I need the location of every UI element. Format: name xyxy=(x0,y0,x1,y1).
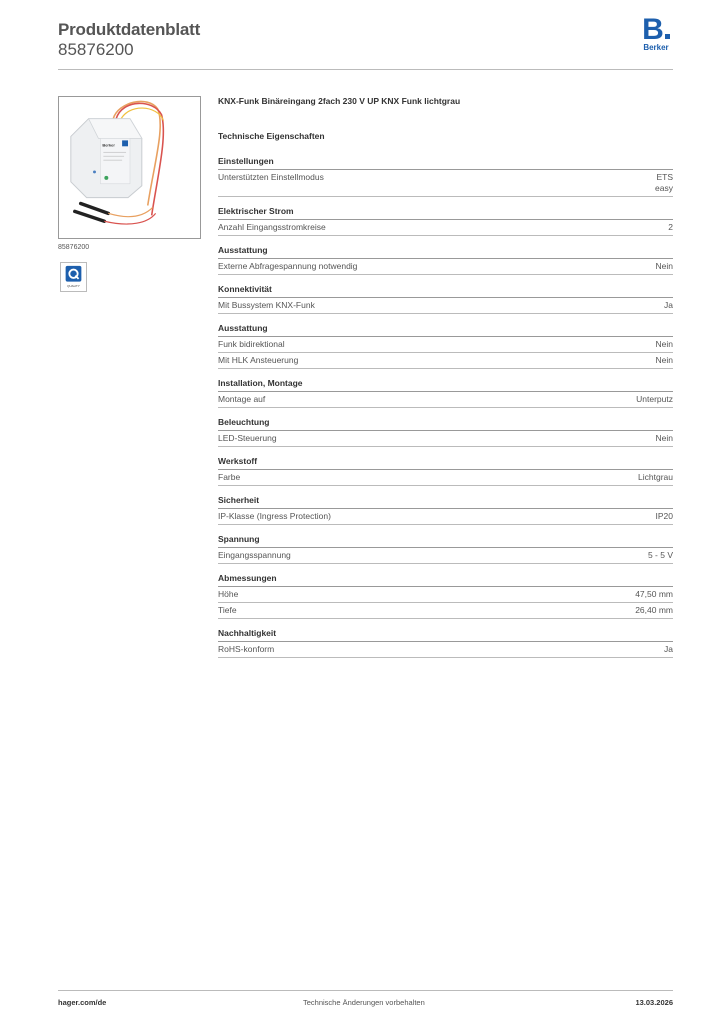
spec-label: Eingangsspannung xyxy=(218,550,291,560)
image-caption: 85876200 xyxy=(58,244,90,251)
spec-label: LED-Steuerung xyxy=(218,433,277,443)
spec-group xyxy=(218,417,673,447)
spec-label: RoHS-konform xyxy=(218,644,275,654)
specification-content xyxy=(218,95,673,667)
logo-wordmark: Berker xyxy=(643,43,669,52)
svg-text:QUALITY: QUALITY xyxy=(67,284,80,289)
spec-value: IP20 xyxy=(655,511,673,521)
spec-group-title: Ausstattung xyxy=(218,245,673,259)
spec-row xyxy=(218,431,673,447)
page-title: Produktdatenblatt xyxy=(58,20,201,39)
spec-label: Externe Abfragespannung notwendig xyxy=(218,261,358,271)
product-image xyxy=(58,96,201,239)
spec-group xyxy=(218,206,673,236)
footer-divider xyxy=(58,990,673,991)
spec-label: Höhe xyxy=(218,589,239,599)
svg-text:Berker: Berker xyxy=(102,142,115,148)
quality-badge xyxy=(60,262,87,292)
spec-group xyxy=(218,323,673,369)
spec-row xyxy=(218,548,673,564)
spec-row xyxy=(218,337,673,353)
spec-group xyxy=(218,284,673,314)
spec-value: 5 - 5 V xyxy=(647,550,673,560)
spec-group-title: Konnektivität xyxy=(218,284,673,298)
spec-group xyxy=(218,573,673,619)
spec-value: Lichtgrau xyxy=(638,472,673,482)
spec-value: Unterputz xyxy=(636,394,673,404)
spec-value: Nein xyxy=(655,339,673,349)
spec-groups xyxy=(218,156,673,658)
spec-value: 26,40 mm xyxy=(635,605,673,615)
article-number: 85876200 xyxy=(58,40,134,59)
spec-group-title: Beleuchtung xyxy=(218,417,673,431)
spec-row xyxy=(218,587,673,603)
header-divider xyxy=(58,69,673,70)
spec-value: 47,50 mm xyxy=(635,589,673,599)
spec-value: Ja xyxy=(664,644,673,654)
spec-row xyxy=(218,603,673,619)
spec-value: Nein xyxy=(655,261,673,271)
spec-group xyxy=(218,456,673,486)
spec-group xyxy=(218,534,673,564)
spec-label: Mit HLK Ansteuerung xyxy=(218,355,299,365)
spec-label: Funk bidirektional xyxy=(218,339,285,349)
document-header xyxy=(58,20,673,70)
berker-logo xyxy=(639,13,673,53)
footer-date: 13.03.2026 xyxy=(635,998,673,1007)
spec-group-title: Ausstattung xyxy=(218,323,673,337)
spec-group-title: Werkstoff xyxy=(218,456,673,470)
spec-group-title: Installation, Montage xyxy=(218,378,673,392)
quality-q-icon xyxy=(61,263,86,291)
product-name: KNX-Funk Binäreingang 2fach 230 V UP KNX Funk lichtgrau xyxy=(218,96,461,106)
spec-value: 2 xyxy=(668,222,673,232)
spec-group xyxy=(218,495,673,525)
spec-label: Mit Bussystem KNX-Funk xyxy=(218,300,315,310)
spec-group-title: Spannung xyxy=(218,534,673,548)
spec-value: ETS easy xyxy=(655,172,673,193)
spec-label: Farbe xyxy=(218,472,241,482)
spec-group xyxy=(218,628,673,658)
spec-row xyxy=(218,642,673,658)
spec-row xyxy=(218,170,673,197)
logo-letter: B xyxy=(639,17,673,43)
spec-label: Tiefe xyxy=(218,605,237,615)
spec-row xyxy=(218,392,673,408)
spec-group xyxy=(218,156,673,197)
spec-group-title: Nachhaltigkeit xyxy=(218,628,673,642)
spec-row xyxy=(218,259,673,275)
spec-value: Nein xyxy=(655,433,673,443)
spec-value: Ja xyxy=(664,300,673,310)
spec-group xyxy=(218,245,673,275)
section-title: Technische Eigenschaften xyxy=(218,131,325,141)
spec-group-title: Abmessungen xyxy=(218,573,673,587)
spec-value: Nein xyxy=(655,355,673,365)
spec-group-title: Einstellungen xyxy=(218,156,673,170)
spec-group-title: Elektrischer Strom xyxy=(218,206,673,220)
spec-row xyxy=(218,470,673,486)
spec-label: Anzahl Eingangsstromkreise xyxy=(218,222,326,232)
spec-group xyxy=(218,378,673,408)
spec-row xyxy=(218,509,673,525)
spec-row xyxy=(218,220,673,236)
spec-row xyxy=(218,353,673,369)
spec-label: Montage auf xyxy=(218,394,266,404)
footer-notice: Technische Änderungen vorbehalten xyxy=(303,998,425,1007)
spec-row xyxy=(218,298,673,314)
spec-group-title: Sicherheit xyxy=(218,495,673,509)
spec-label: Unterstützten Einstellmodus xyxy=(218,172,324,182)
product-photo-icon xyxy=(59,97,200,238)
footer-website-link[interactable]: hager.com/de xyxy=(58,998,107,1007)
spec-label: IP-Klasse (Ingress Protection) xyxy=(218,511,331,521)
